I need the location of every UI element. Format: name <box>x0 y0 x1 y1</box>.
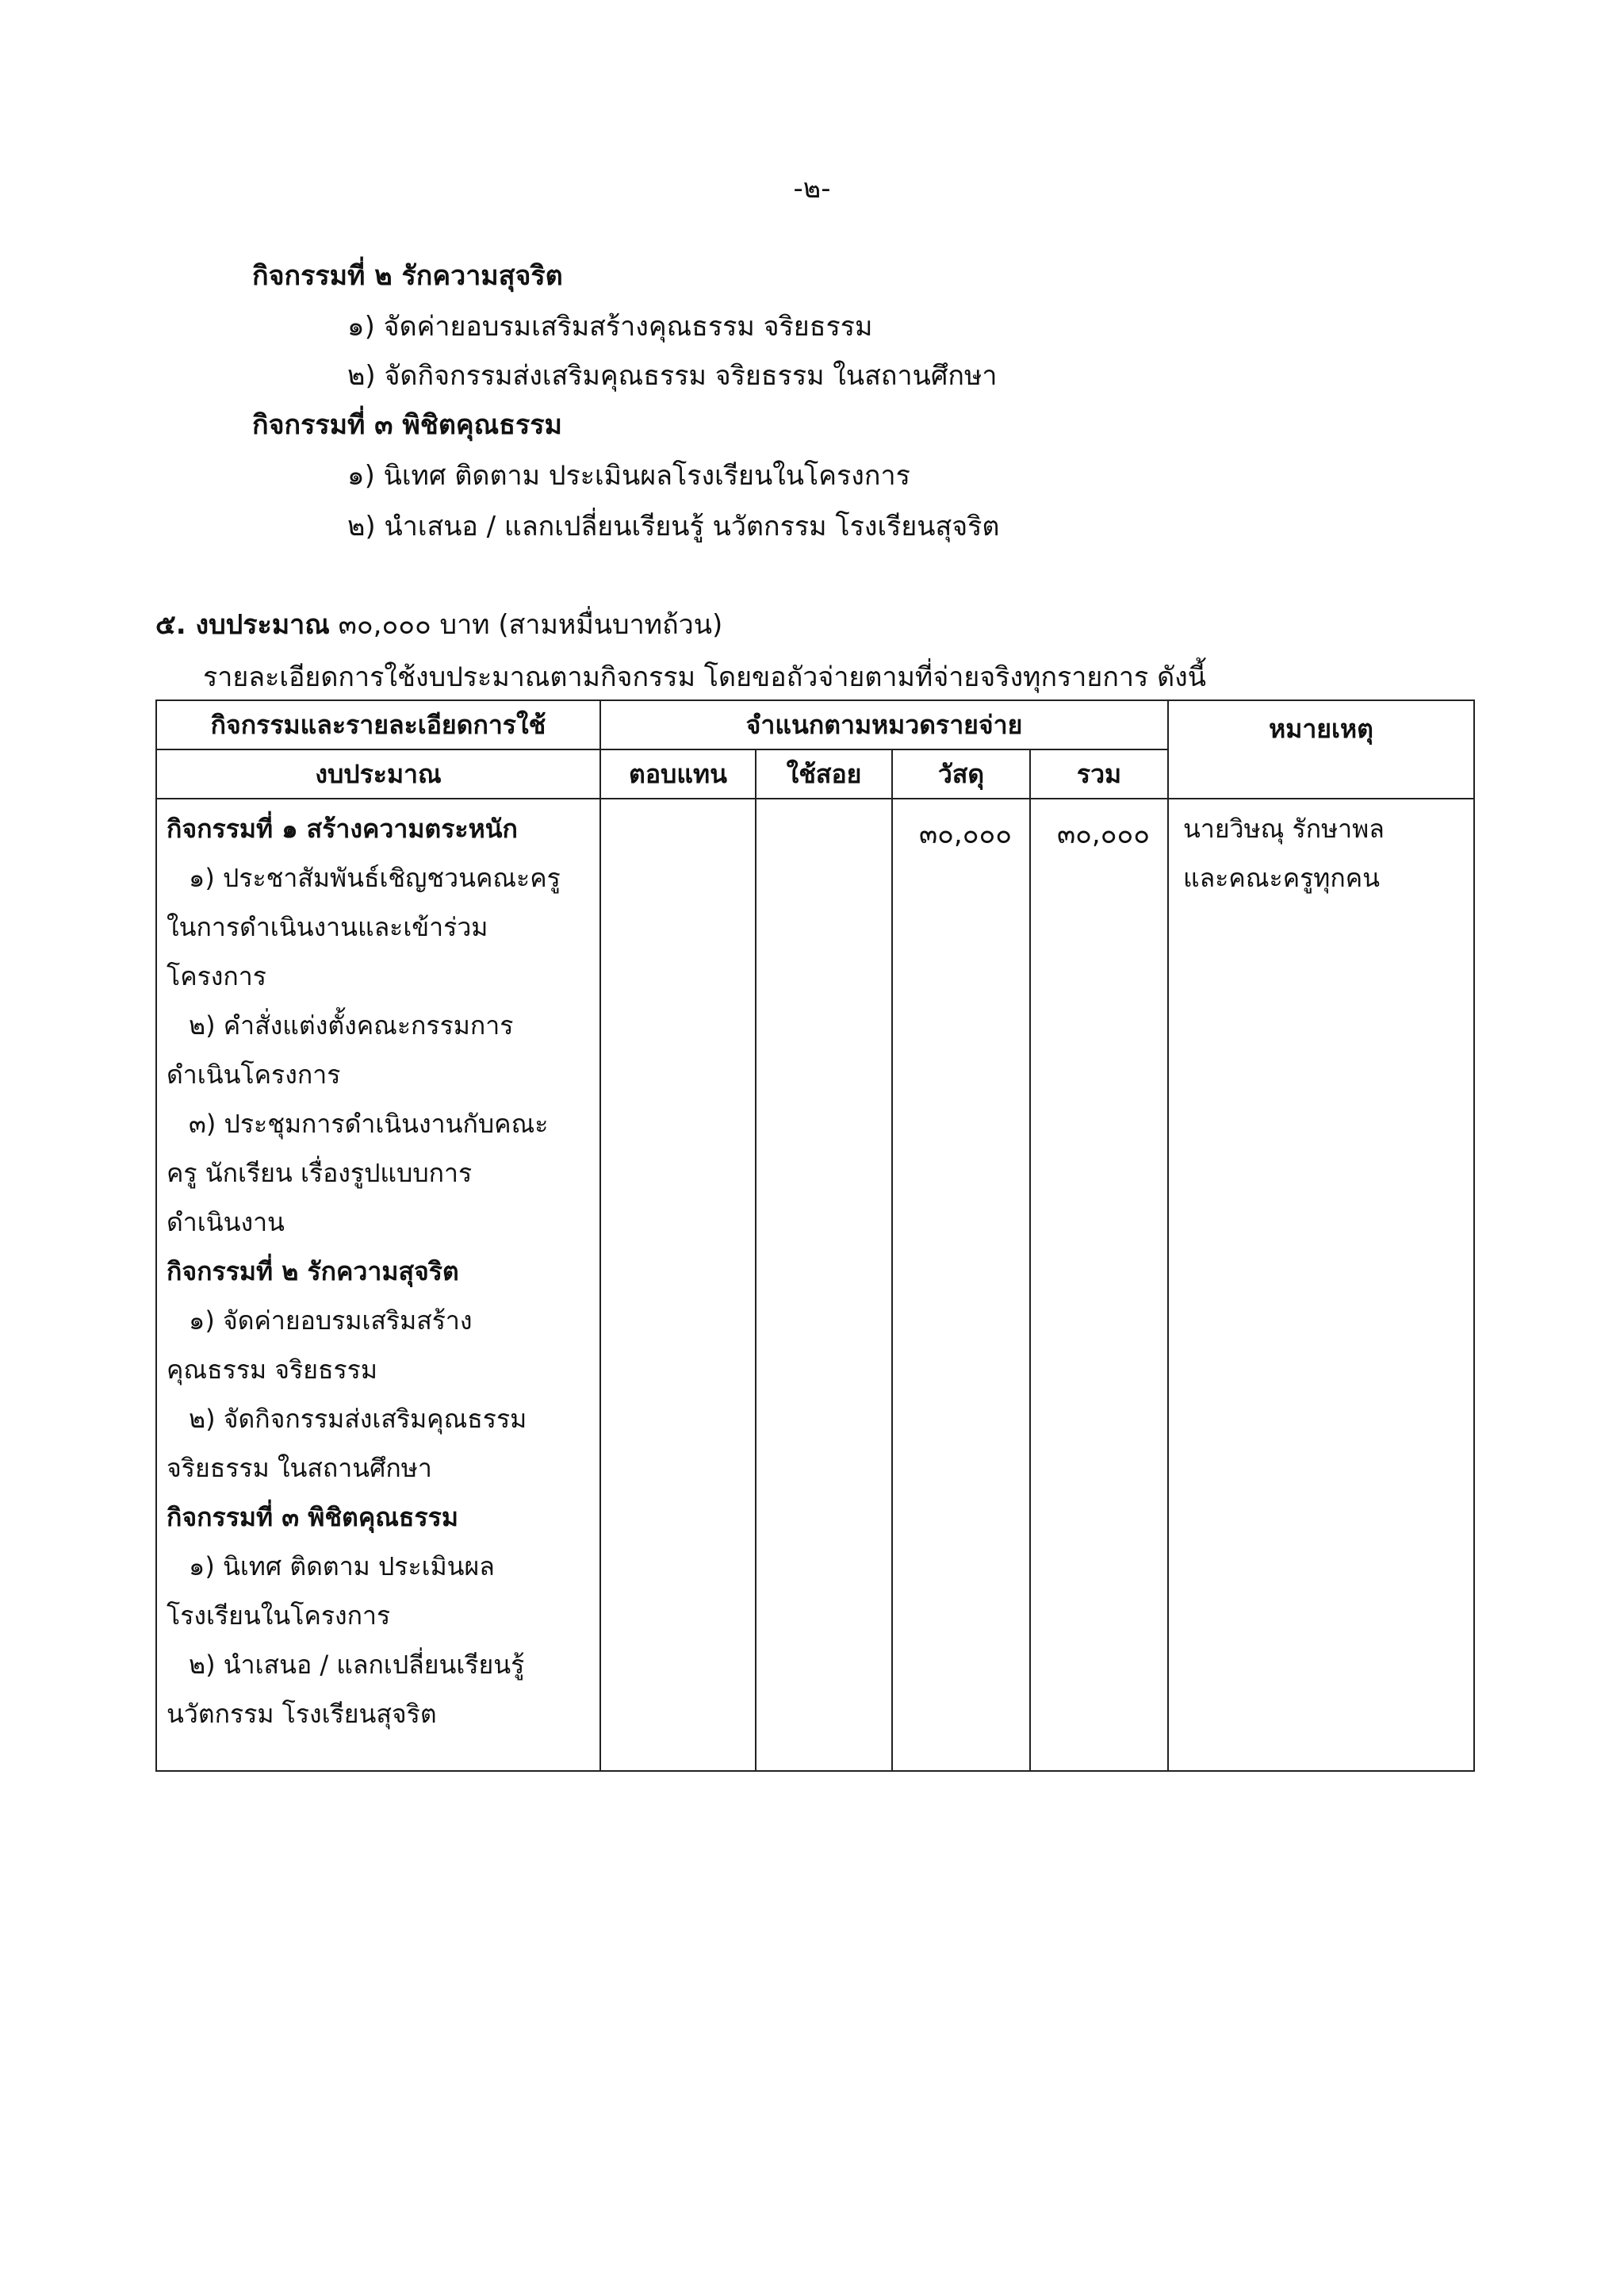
budget-description: รายละเอียดการใช้งบประมาณตามกิจกรรม โดยขอถัวจ่ายตามที่จ่ายจริงทุกรายการ ดังนี้ <box>203 661 1206 693</box>
activity-3-item-2: ๒) นำเสนอ / แลกเปลี่ยนเรียนรู้ นวัตกรรม โรงเรียนสุจริต <box>347 511 1000 542</box>
activity-detail-line: กิจกรรมที่ ๑ สร้างความตระหนัก <box>167 814 518 844</box>
activity-2-item-2: ๒) จัดกิจกรรมส่งเสริมคุณธรรม จริยธรรม ในสถานศึกษา <box>347 360 998 392</box>
header-total: รวม <box>1030 749 1168 799</box>
activity-detail-cell <box>156 799 600 1771</box>
header-expense: ใช้สอย <box>756 749 892 799</box>
budget-heading-amount: ๓๐,๐๐๐ บาท (สามหมื่นบาทถ้วน) <box>338 609 723 641</box>
activity-detail-line: ๒) นำเสนอ / แลกเปลี่ยนเรียนรู้ <box>189 1650 525 1680</box>
activity-2-item-1: ๑) จัดค่ายอบรมเสริมสร้างคุณธรรม จริยธรรม <box>347 311 873 343</box>
activity-detail-line: คุณธรรม จริยธรรม <box>167 1355 377 1385</box>
header-activity-line2: งบประมาณ <box>156 749 600 799</box>
compensation-cell <box>600 799 756 1771</box>
activity-detail-line: ดำเนินโครงการ <box>167 1060 341 1090</box>
activity-detail-line: ๑) ประชาสัมพันธ์เชิญชวนคณะครู <box>189 863 561 893</box>
material-cell: ๓๐,๐๐๐ <box>892 799 1030 1771</box>
activity-detail-line: ๓) ประชุมการดำเนินงานกับคณะ <box>189 1109 549 1139</box>
remark-line: นายวิษณุ รักษาพล <box>1183 814 1385 844</box>
expense-cell <box>756 799 892 1771</box>
activity-detail-line: ดำเนินงาน <box>167 1207 285 1237</box>
activity-detail-line: กิจกรรมที่ ๓ พิชิตคุณธรรม <box>167 1502 458 1532</box>
page-number: -๒- <box>793 173 831 205</box>
budget-table <box>155 700 1475 1772</box>
activity-3-item-1: ๑) นิเทศ ติดตาม ประเมินผลโรงเรียนในโครงการ <box>347 460 910 492</box>
activity-detail-line: นวัตกรรม โรงเรียนสุจริต <box>167 1699 437 1729</box>
activity-2-title: กิจกรรมที่ ๒ รักความสุจริต <box>252 260 563 292</box>
budget-heading <box>155 609 722 642</box>
activity-detail-line: ๒) คำสั่งแต่งตั้งคณะกรรมการ <box>189 1010 514 1041</box>
header-compensation: ตอบแทน <box>600 749 756 799</box>
header-activity-line1: กิจกรรมและรายละเอียดการใช้ <box>156 700 600 749</box>
activity-detail-line: จริยธรรม ในสถานศึกษา <box>167 1453 432 1483</box>
header-row-1 <box>156 700 1474 749</box>
header-expense-category: จำแนกตามหมวดรายจ่าย <box>600 700 1168 749</box>
remark-line: และคณะครูทุกคน <box>1183 863 1381 893</box>
remark-cell <box>1168 799 1474 1771</box>
header-remark: หมายเหตุ <box>1168 700 1474 799</box>
activity-detail-line: ๑) จัดค่ายอบรมเสริมสร้าง <box>189 1305 473 1336</box>
activity-detail-line: ๑) นิเทศ ติดตาม ประเมินผล <box>189 1551 495 1581</box>
total-cell: ๓๐,๐๐๐ <box>1030 799 1168 1771</box>
budget-heading-label: ๕. งบประมาณ <box>155 609 330 641</box>
activity-detail-line: โครงการ <box>167 961 266 991</box>
activity-detail-line: กิจกรรมที่ ๒ รักความสุจริต <box>167 1256 459 1286</box>
activity-detail-line: ครู นักเรียน เรื่องรูปแบบการ <box>167 1158 473 1188</box>
activity-3-title: กิจกรรมที่ ๓ พิชิตคุณธรรม <box>252 409 562 441</box>
table-row <box>156 799 1474 1771</box>
header-material: วัสดุ <box>892 749 1030 799</box>
activity-detail-line: ๒) จัดกิจกรรมส่งเสริมคุณธรรม <box>189 1404 527 1434</box>
activity-detail-line: ในการดำเนินงานและเข้าร่วม <box>167 912 488 942</box>
activity-detail-line: โรงเรียนในโครงการ <box>167 1600 391 1631</box>
